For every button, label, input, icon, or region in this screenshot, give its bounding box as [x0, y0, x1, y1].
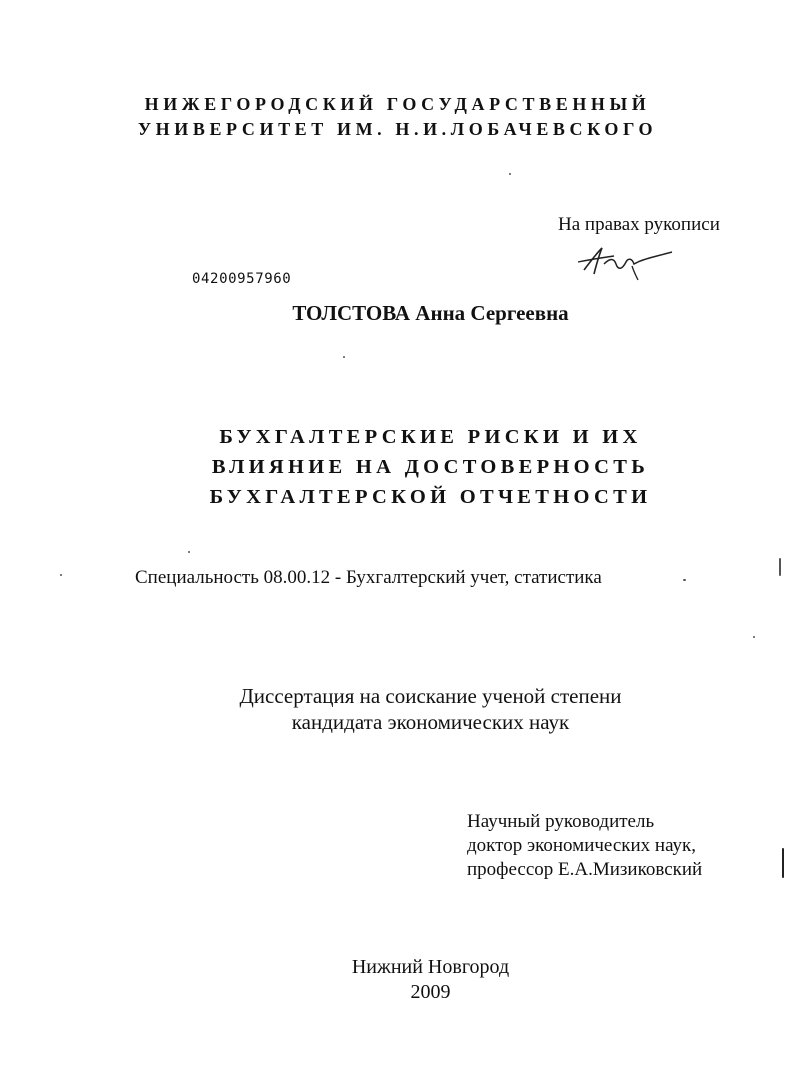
dissertation-title-line-2: ВЛИЯНИЕ НА ДОСТОВЕРНОСТЬ — [211, 456, 650, 478]
degree-statement-line-2: кандидата экономических наук — [291, 710, 570, 734]
scan-artifact — [509, 173, 511, 175]
scan-artifact — [60, 574, 62, 576]
specialty: Специальность 08.00.12 - Бухгалтерский учет, статистика — [135, 567, 602, 588]
scan-artifact — [683, 579, 686, 581]
supervisor-role: Научный руководитель — [467, 811, 655, 832]
year: 2009 — [410, 981, 451, 1003]
university-line-1: НИЖЕГОРОДСКИЙ ГОСУДАРСТВЕННЫЙ — [144, 94, 651, 114]
scan-artifact — [782, 848, 784, 878]
signature-icon — [574, 240, 678, 282]
city: Нижний Новгород — [351, 956, 510, 978]
archive-code: 04200957960 — [192, 271, 292, 287]
university-line-2: УНИВЕРСИТЕТ ИМ. Н.И.ЛОБАЧЕВСКОГО — [137, 119, 658, 139]
dissertation-title-line-1: БУХГАЛТЕРСКИЕ РИСКИ И ИХ — [219, 426, 642, 448]
supervisor-name: профессор Е.А.Мизиковский — [467, 859, 703, 880]
author-name: ТОЛСТОВА Анна Сергеевна — [292, 301, 569, 325]
scan-artifact — [779, 558, 781, 576]
manuscript-note: На правах рукописи — [558, 214, 720, 235]
scan-artifact — [188, 551, 190, 553]
scan-artifact — [343, 356, 345, 358]
degree-statement-line-1: Диссертация на соискание ученой степени — [239, 684, 622, 708]
scan-artifact — [753, 636, 755, 638]
dissertation-title-line-3: БУХГАЛТЕРСКОЙ ОТЧЕТНОСТИ — [209, 486, 652, 508]
supervisor-degree: доктор экономических наук, — [467, 835, 697, 856]
